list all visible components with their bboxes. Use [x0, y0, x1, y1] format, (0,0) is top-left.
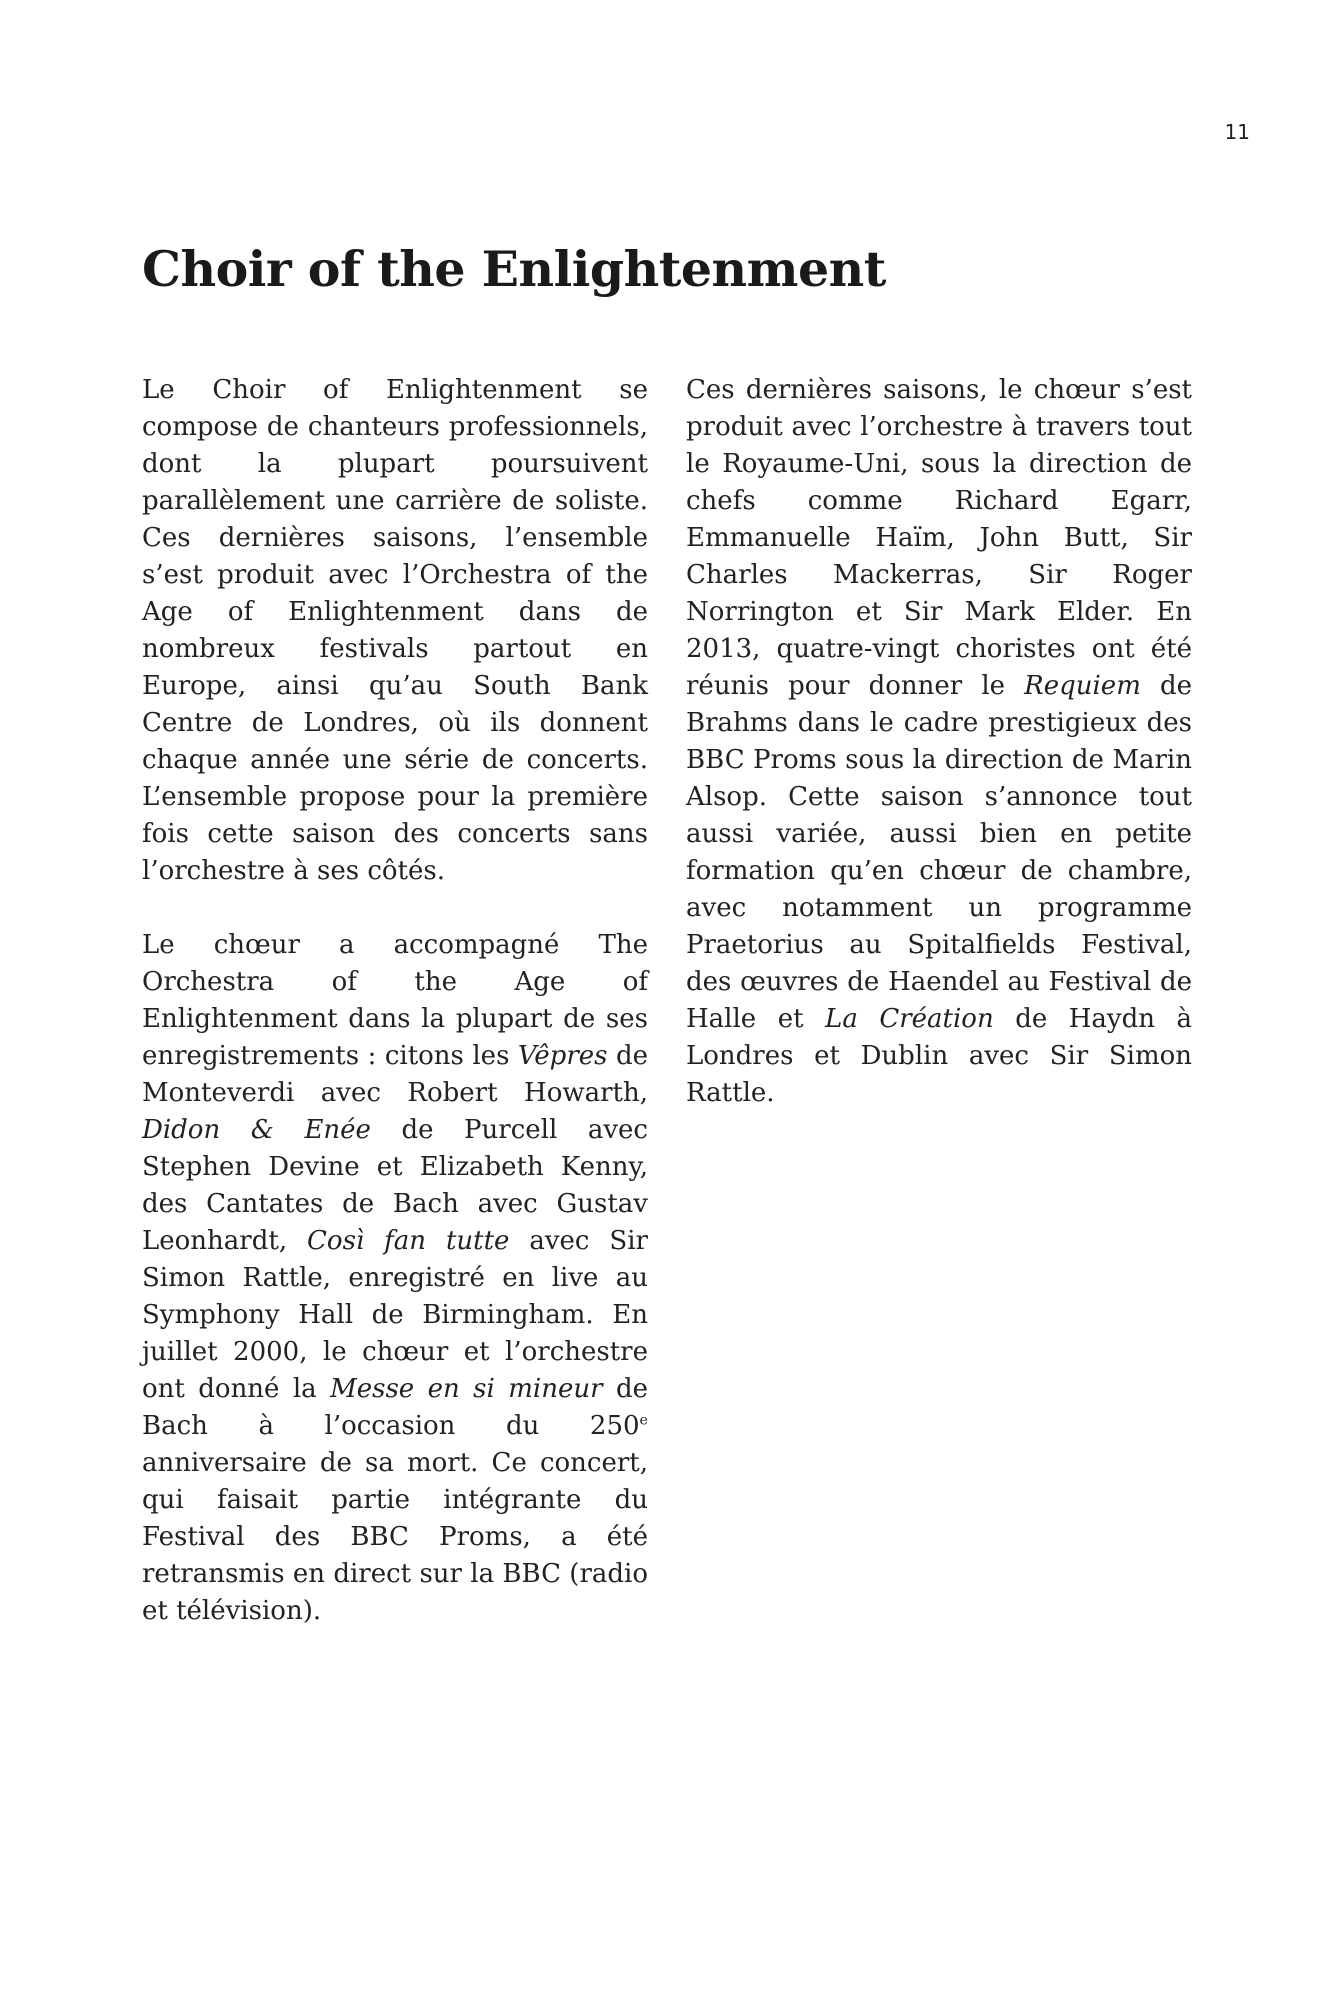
text-run: de Haydn à Londres et Dublin avec Sir Simon Rattle.: [686, 1004, 1193, 1108]
work-title-requiem: Requiem: [1024, 671, 1141, 701]
text-run: de Bach à l’occasion du 250: [142, 1374, 648, 1441]
text-run: Le chœur a accompagné The Orchestra of the Age of Enlightenment dans la plupart de ses enregistrements : citons les: [142, 930, 648, 1071]
work-title-messe: Messe en si mineur: [330, 1374, 603, 1404]
right-paragraph-1: [686, 372, 1192, 1112]
left-paragraph-1: Le Choir of Enlightenment se compose de chanteurs professionnels, dont la plupart poursuivent parallèlement une carrière de soliste. Ces dernières saisons, l’ensemble s’est produit avec l’Orchestra of the Age of Enlightenment dans de nombreux festivals partout en Europe, ainsi qu’au South Bank Centre de Londres, où ils donnent chaque année une série de concerts. L’ensemble propose pour la première fois cette saison des concerts sans l’orchestre à ses côtés.: [142, 375, 648, 886]
text-run: avec Sir Simon Rattle, enregistré en live au Symphony Hall de Birmingham. En juillet 2000, le chœur et l’orchestre ont donné la: [142, 1226, 648, 1404]
superscript-e: e: [639, 1412, 648, 1429]
left-column: [142, 372, 648, 1667]
work-title-cosi: Così fan tutte: [307, 1226, 510, 1256]
page-title: Choir of the Enlightenment: [142, 240, 886, 298]
text-run: de Purcell avec Stephen Devine et Elizabeth Kenny, des Cantates de Bach avec Gustav Leonhardt,: [142, 1115, 648, 1256]
page-number: 11: [1224, 120, 1250, 144]
text-run: anniversaire de sa mort. Ce concert, qui faisait partie intégrante du Festival des BBC Proms, a été retransmis en direct sur la BBC (radio et télévision).: [142, 1448, 648, 1626]
right-column: [686, 372, 1192, 1149]
text-run: Ces dernières saisons, le chœur s’est produit avec l’orchestre à travers tout le Royaume-Uni, sous la direction de chefs comme Richard Egarr, Emmanuelle Haïm, John Butt, Sir Charles Mackerras, Sir Roger Norrington et Sir Mark Elder. En 2013, quatre-vingt choristes ont été réunis pour donner le: [686, 375, 1192, 701]
left-paragraph-2: [142, 927, 648, 1630]
text-run: de Brahms dans le cadre prestigieux des BBC Proms sous la direction de Marin Alsop. Cette saison s’annonce tout aussi variée, aussi bien en petite formation qu’en chœur de chambre, avec notamment un programme Praetorius au Spitalfields Festival, des œuvres de Haendel au Festival de Halle et: [686, 671, 1192, 1034]
work-title-didon: Didon & Enée: [142, 1115, 371, 1145]
work-title-creation: La Création: [825, 1004, 994, 1034]
work-title-vepres: Vêpres: [517, 1041, 608, 1071]
text-run: de Monteverdi avec Robert Howarth,: [142, 1041, 648, 1108]
